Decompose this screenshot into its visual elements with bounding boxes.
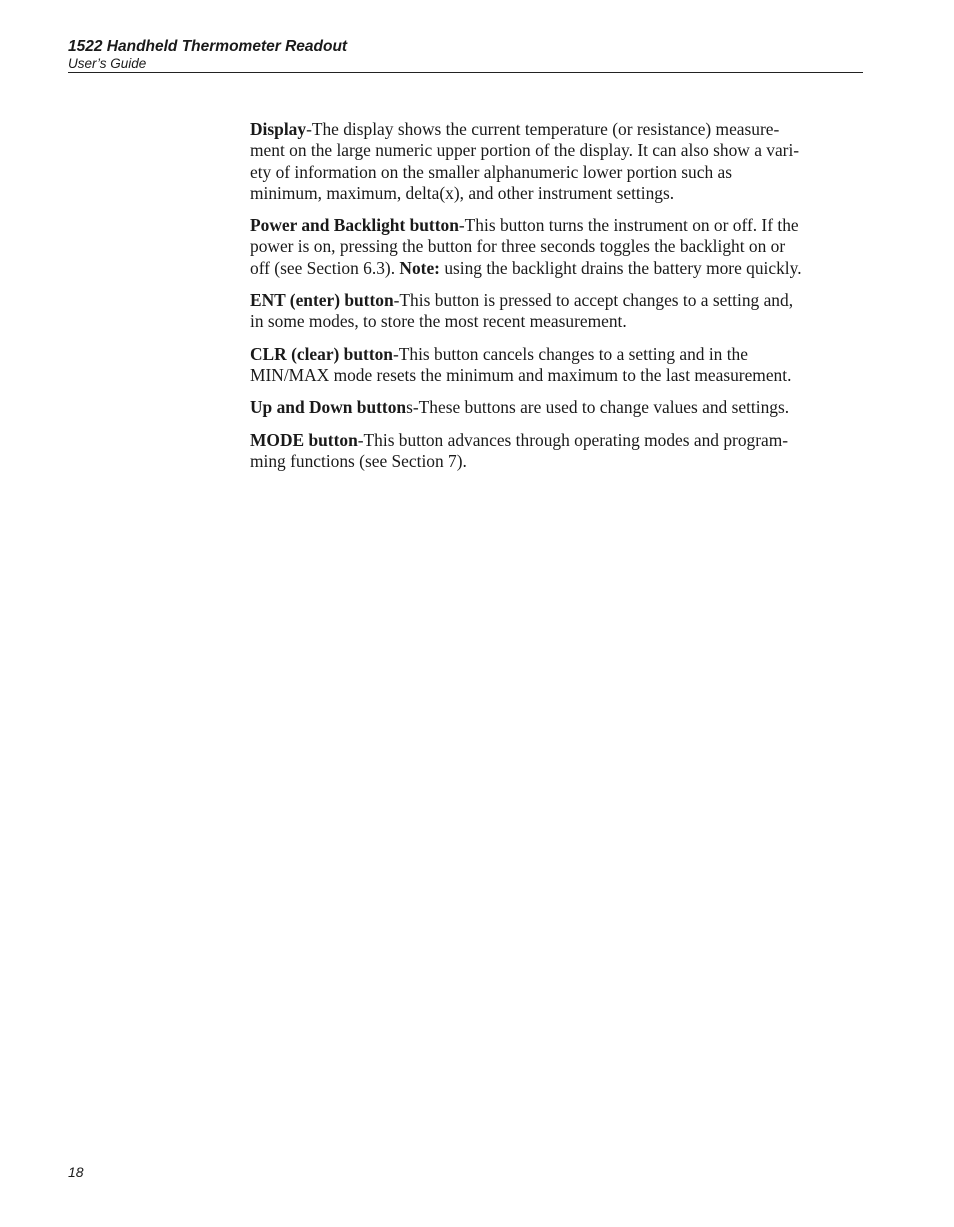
paragraph-text: s-These buttons are used to change values and settings. [406,397,790,418]
paragraph-display [250,119,865,204]
paragraph-text: -This button cancels changes to a setting and in the MIN/MAX mode resets the minimum and maximum to the last measurement. [250,343,792,385]
note-label: Note: [399,257,440,278]
paragraph-up-down-buttons [250,397,865,418]
page-number: 18 [68,1164,84,1180]
header-title: 1522 Handheld Thermometer Readout [68,38,348,55]
paragraph-mode-button [250,430,865,473]
paragraph-text: -This button turns the instrument on or off. If the power is on, pressing the button for three seconds toggles the backlight on or off (see Section 6.3). [250,215,799,278]
term-power-backlight: Power and Backlight button [250,215,459,236]
paragraph-text: -This button advances through operating modes and program- ming functions (see Section 7). [250,429,789,471]
header-subtitle: User’s Guide [68,56,147,71]
paragraph-clr-button [250,344,865,387]
paragraph-text: -The display shows the current temperature (or resistance) measure- ment on the large numeric upper portion of the display. It can also show a vari- ety of information on the smaller alphanumeric lower portion such as minimum, maximum, delta(x), and other instrument settings. [250,119,800,203]
paragraph-ent-button [250,290,865,333]
term-up-down-buttons: Up and Down button [250,397,407,418]
page-header [68,37,863,73]
note-text: using the backlight drains the battery more quickly. [439,257,802,278]
term-display: Display [250,119,307,139]
body-content [250,119,865,483]
paragraph-text: -This button is pressed to accept changes to a setting and, in some modes, to store the most recent measurement. [250,290,794,332]
term-mode-button: MODE button [250,429,358,450]
term-ent-button: ENT (enter) button [250,290,394,311]
paragraph-power-backlight [250,215,865,279]
term-clr-button: CLR (clear) button [250,343,393,364]
